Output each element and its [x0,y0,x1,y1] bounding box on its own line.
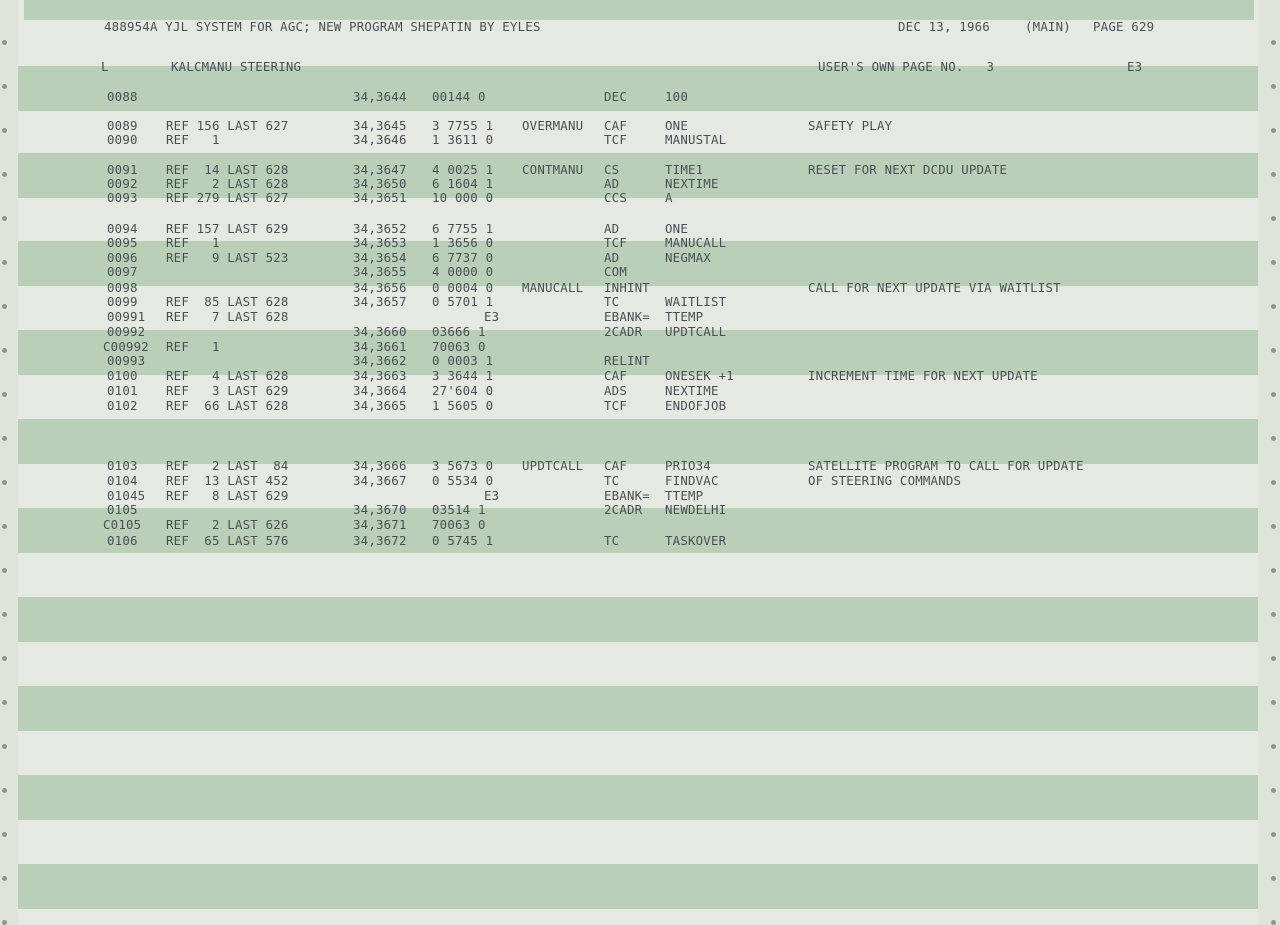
operand-field: ENDOFJOB [665,398,727,413]
tractor-feed-hole [1271,744,1276,749]
opcode-field: CAF [604,368,627,383]
section-marker: L [101,59,109,74]
code-field: 10 000 0 [432,190,494,205]
address-field: 34,3663 [353,368,407,383]
address-field: 34,3653 [353,235,407,250]
code-field: 1 5605 0 [432,398,494,413]
address-field: 34,3662 [353,353,407,368]
opcode-field: CS [604,162,620,177]
listing-date: DEC 13, 1966 [898,19,990,34]
section-name: KALCMANU STEERING [171,59,302,74]
address-field: 34,3660 [353,324,407,339]
ref-field: REF 279 LAST 627 [166,190,289,205]
ref-field: REF 4 LAST 628 [166,368,289,383]
tractor-feed-hole [2,436,7,441]
tractor-feed-hole [2,216,7,221]
address-field: 34,3665 [353,398,407,413]
address-field: 34,3654 [353,250,407,265]
tractor-feed-hole [1271,128,1276,133]
line-number: 0106 [107,533,138,548]
tractor-feed-hole [2,480,7,485]
address-field: 34,3644 [353,89,407,104]
tractor-feed-hole [1271,920,1276,925]
address-field: 34,3657 [353,294,407,309]
code-field: 27'604 0 [432,383,494,398]
operand-field: A [665,190,673,205]
tractor-feed-hole [1271,612,1276,617]
green-band [24,0,1254,20]
tractor-feed-hole [1271,436,1276,441]
tractor-feed-hole [1271,84,1276,89]
listing-mode: (MAIN) [1025,19,1071,34]
opcode-field: COM [604,264,627,279]
ref-field: REF 8 LAST 629 [166,488,289,503]
line-number: 0096 [107,250,138,265]
tractor-feed-hole [1271,304,1276,309]
ref-field: REF 65 LAST 576 [166,533,289,548]
address-field: 34,3666 [353,458,407,473]
line-number: 01045 [107,488,146,503]
ref-field: REF 156 LAST 627 [166,118,289,133]
opcode-field: ADS [604,383,627,398]
line-number: 0089 [107,118,138,133]
tractor-feed-hole [2,612,7,617]
line-number: 0088 [107,89,138,104]
code-field: 1 3611 0 [432,132,494,147]
opcode-field: RELINT [604,353,650,368]
opcode-field: 2CADR [604,324,643,339]
operand-field: TTEMP [665,488,704,503]
tractor-feed-hole [2,788,7,793]
operand-field: NEWDELHI [665,502,727,517]
operand-field: TASKOVER [665,533,727,548]
address-field: 34,3650 [353,176,407,191]
code-field: 70063 0 [432,339,486,354]
opcode-field: CAF [604,118,627,133]
comment-field: OF STEERING COMMANDS [808,473,962,488]
code-field: 4 0000 0 [432,264,494,279]
code-field: 6 1604 1 [432,176,494,191]
address-field: 34,3647 [353,162,407,177]
opcode-field: TCF [604,398,627,413]
tractor-feed-hole [1271,260,1276,265]
comment-field: SATELLITE PROGRAM TO CALL FOR UPDATE [808,458,1084,473]
code-field: 4 0025 1 [432,162,494,177]
opcode-field: TCF [604,132,627,147]
tractor-feed-hole [1271,480,1276,485]
tractor-feed-hole [1271,832,1276,837]
code-field: E3 [484,488,500,503]
green-band [18,864,1258,909]
comment-field: SAFETY PLAY [808,118,893,133]
opcode-field: TCF [604,235,627,250]
ref-field: REF 157 LAST 629 [166,221,289,236]
tractor-feed-hole [2,700,7,705]
address-field: 34,3655 [353,264,407,279]
opcode-field: TC [604,294,620,309]
opcode-field: TC [604,473,620,488]
opcode-field: AD [604,250,620,265]
opcode-field: AD [604,221,620,236]
tractor-feed-hole [2,304,7,309]
ref-field: REF 85 LAST 628 [166,294,289,309]
tractor-feed-hole [2,920,7,925]
tractor-feed-hole [2,348,7,353]
opcode-field: DEC [604,89,627,104]
line-number: 0100 [107,368,138,383]
line-number: C00992 [103,339,149,354]
operand-field: ONE [665,221,688,236]
opcode-field: EBANK= [604,488,650,503]
operand-field: NEXTIME [665,176,719,191]
operand-field: MANUCALL [665,235,727,250]
tractor-feed-hole [1271,524,1276,529]
operand-field: NEXTIME [665,383,719,398]
tractor-feed-hole [2,876,7,881]
label-field: MANUCALL [522,280,584,295]
ref-field: REF 7 LAST 628 [166,309,289,324]
comment-field: RESET FOR NEXT DCDU UPDATE [808,162,1008,177]
line-number: 0097 [107,264,138,279]
operand-field: TTEMP [665,309,704,324]
tractor-feed-hole [2,392,7,397]
tractor-feed-hole [2,832,7,837]
label-field: OVERMANU [522,118,584,133]
ref-field: REF 1 [166,235,220,250]
code-field: 00144 0 [432,89,486,104]
green-band [18,686,1258,731]
line-number: 0091 [107,162,138,177]
operand-field: ONESEK +1 [665,368,734,383]
line-number: 0095 [107,235,138,250]
code-field: 1 3656 0 [432,235,494,250]
comment-field: INCREMENT TIME FOR NEXT UPDATE [808,368,1038,383]
tractor-feed-hole [1271,392,1276,397]
tractor-feed-hole [1271,788,1276,793]
tractor-feed-hole [1271,172,1276,177]
line-number: 0103 [107,458,138,473]
line-number: 00992 [107,324,146,339]
tractor-feed-hole [2,744,7,749]
line-number: 0090 [107,132,138,147]
tractor-feed-hole [1271,656,1276,661]
label-field: CONTMANU [522,162,584,177]
tractor-feed-hole [2,172,7,177]
line-number: C0105 [103,517,142,532]
ebank-label: E3 [1127,59,1143,74]
ref-field: REF 2 LAST 628 [166,176,289,191]
line-number: 0092 [107,176,138,191]
line-number: 00991 [107,309,146,324]
ref-field: REF 9 LAST 523 [166,250,289,265]
opcode-field: INHINT [604,280,650,295]
address-field: 34,3672 [353,533,407,548]
opcode-field: CAF [604,458,627,473]
operand-field: MANUSTAL [665,132,727,147]
ref-field: REF 3 LAST 629 [166,383,289,398]
line-number: 0102 [107,398,138,413]
code-field: 0 0003 1 [432,353,494,368]
page-number: PAGE 629 [1093,19,1155,34]
tractor-feed-hole [1271,348,1276,353]
code-field: 0 0004 0 [432,280,494,295]
tractor-feed-hole [2,128,7,133]
line-number: 0094 [107,221,138,236]
opcode-field: TC [604,533,620,548]
line-number: 0098 [107,280,138,295]
tractor-feed-hole [2,524,7,529]
line-number: 0099 [107,294,138,309]
tractor-feed-hole [1271,40,1276,45]
code-field: 3 5673 0 [432,458,494,473]
address-field: 34,3656 [353,280,407,295]
operand-field: UPDTCALL [665,324,727,339]
code-field: 03514 1 [432,502,486,517]
code-field: 0 5745 1 [432,533,494,548]
line-number: 0101 [107,383,138,398]
ref-field: REF 2 LAST 84 [166,458,289,473]
operand-field: PRIO34 [665,458,711,473]
code-field: 6 7737 0 [432,250,494,265]
address-field: 34,3664 [353,383,407,398]
ref-field: REF 14 LAST 628 [166,162,289,177]
opcode-field: CCS [604,190,627,205]
code-field: 3 7755 1 [432,118,494,133]
operand-field: 100 [665,89,688,104]
address-field: 34,3652 [353,221,407,236]
green-band [18,597,1258,642]
operand-field: NEGMAX [665,250,711,265]
tractor-feed-hole [1271,700,1276,705]
comment-field: CALL FOR NEXT UPDATE VIA WAITLIST [808,280,1061,295]
ref-field: REF 2 LAST 626 [166,517,289,532]
label-field: UPDTCALL [522,458,584,473]
tractor-feed-hole [2,260,7,265]
green-band [18,775,1258,820]
code-field: 0 5534 0 [432,473,494,488]
address-field: 34,3670 [353,502,407,517]
address-field: 34,3646 [353,132,407,147]
line-number: 0105 [107,502,138,517]
line-number: 00993 [107,353,146,368]
tractor-feed-hole [1271,216,1276,221]
tractor-feed-hole [2,84,7,89]
line-number: 0093 [107,190,138,205]
address-field: 34,3645 [353,118,407,133]
operand-field: WAITLIST [665,294,727,309]
tractor-feed-hole [1271,568,1276,573]
ref-field: REF 13 LAST 452 [166,473,289,488]
code-field: 70063 0 [432,517,486,532]
opcode-field: 2CADR [604,502,643,517]
code-field: 03666 1 [432,324,486,339]
line-number: 0104 [107,473,138,488]
ref-field: REF 66 LAST 628 [166,398,289,413]
tractor-feed-hole [2,656,7,661]
code-field: 6 7755 1 [432,221,494,236]
operand-field: ONE [665,118,688,133]
opcode-field: AD [604,176,620,191]
tractor-feed-hole [1271,876,1276,881]
ref-field: REF 1 [166,132,220,147]
code-field: E3 [484,309,500,324]
opcode-field: EBANK= [604,309,650,324]
ref-field: REF 1 [166,339,220,354]
code-field: 0 5701 1 [432,294,494,309]
tractor-feed-hole [2,40,7,45]
address-field: 34,3661 [353,339,407,354]
address-field: 34,3667 [353,473,407,488]
code-field: 3 3644 1 [432,368,494,383]
listing-title: 488954A YJL SYSTEM FOR AGC; NEW PROGRAM SHEPATIN BY EYLES [104,19,541,34]
operand-field: FINDVAC [665,473,719,488]
tractor-feed-hole [2,568,7,573]
address-field: 34,3651 [353,190,407,205]
address-field: 34,3671 [353,517,407,532]
operand-field: TIME1 [665,162,704,177]
user-page-number: USER'S OWN PAGE NO. 3 [818,59,995,74]
